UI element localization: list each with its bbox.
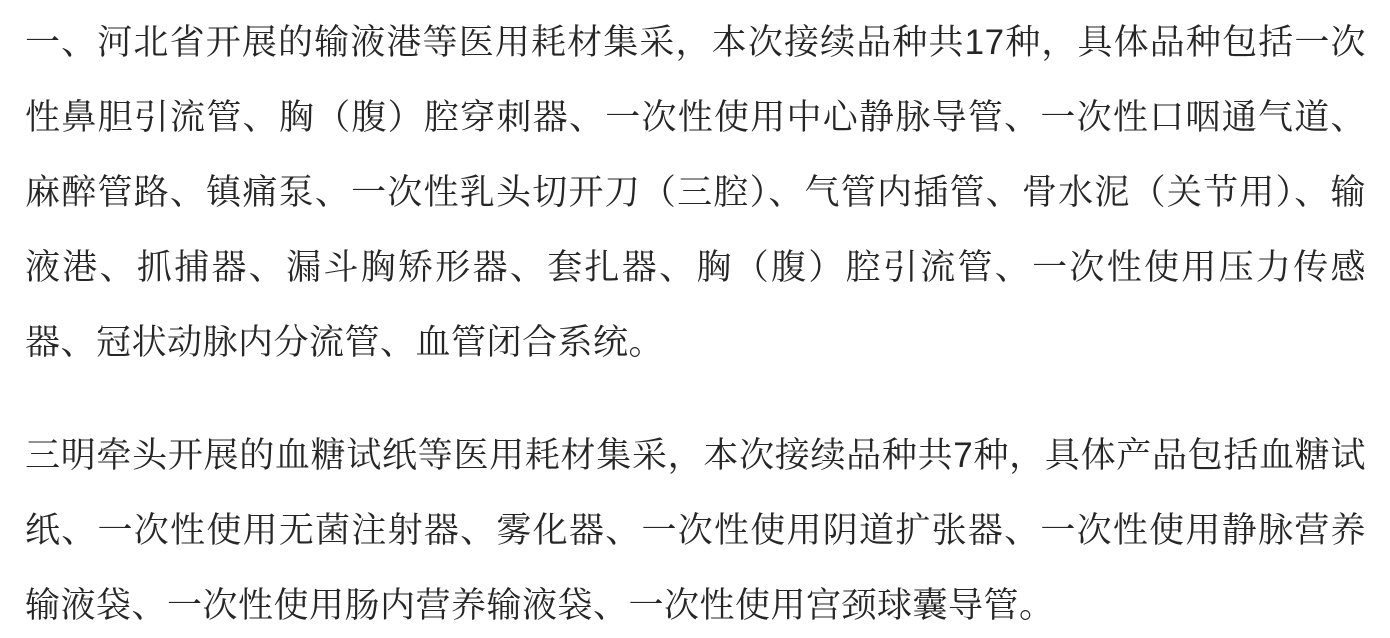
paragraph-hebei-procurement: 一、河北省开展的输液港等医用耗材集采，本次接续品种共17种，具体品种包括一次性鼻胆引流管、胸（腹）腔穿刺器、一次性使用中心静脉导管、一次性口咽通气道、麻醉管路、镇痛泵、一次性乳头切开刀（三腔）、气管内插管、骨水泥（关节用）、输液港、抓捕器、漏斗胸矫形器、套扎器、胸（腹）腔引流管、一次性使用压力传感器、冠状动脉内分流管、血管闭合系统。 — [25, 23, 1366, 362]
paragraph-sanming-procurement: 三明牵头开展的血糖试纸等医用耗材集采，本次接续品种共7种，具体产品包括血糖试纸、一次性使用无菌注射器、雾化器、一次性使用阴道扩张器、一次性使用静脉营养输液袋、一次性使用肠内营养输液袋、一次性使用宫颈球囊导管。 — [25, 436, 1366, 625]
